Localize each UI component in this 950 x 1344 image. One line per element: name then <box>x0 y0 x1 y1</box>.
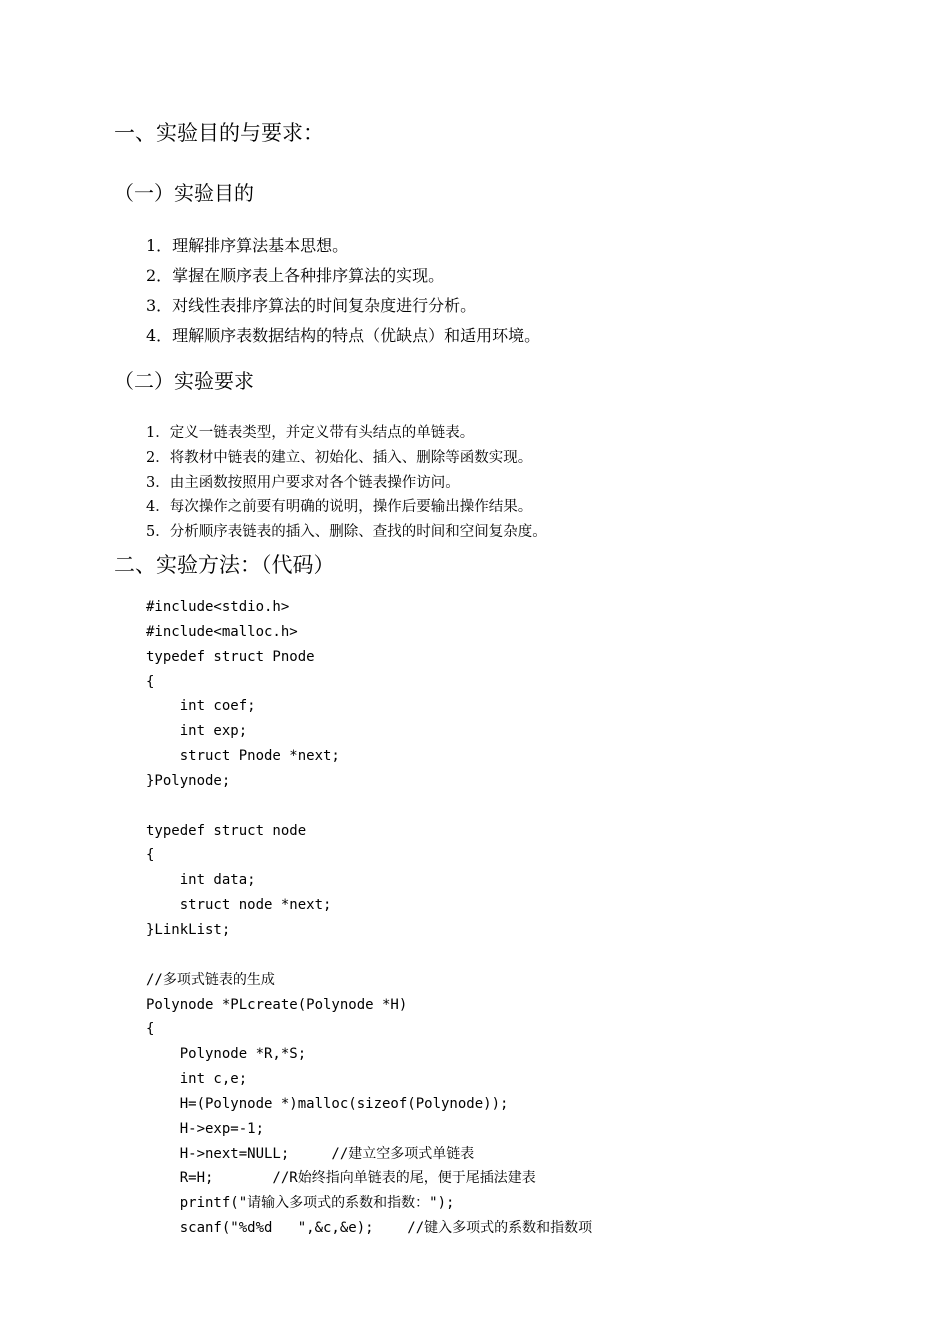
code-line: H->exp=-1; <box>146 1120 265 1137</box>
list-item: 3．对线性表排序算法的时间复杂度进行分析。 <box>146 296 477 315</box>
code-line: int exp; <box>146 723 248 740</box>
code-line: H->next=NULL; //建立空多项式单链表 <box>146 1145 475 1162</box>
code-line: R=H; //R始终指向单链表的尾，便于尾插法建表 <box>146 1170 536 1187</box>
list-item: 5．分析顺序表链表的插入、删除、查找的时间和空间复杂度。 <box>146 524 547 541</box>
purpose-heading: （一）实验目的 <box>114 181 254 205</box>
code-line: typedef struct Pnode <box>146 648 315 665</box>
code-line: printf("请输入多项式的系数和指数："); <box>146 1195 455 1212</box>
list-item: 3．由主函数按照用户要求对各个链表操作访问。 <box>146 474 460 491</box>
code-line: }LinkList; <box>146 921 231 938</box>
code-line: H=(Polynode *)malloc(sizeof(Polynode)); <box>146 1095 509 1112</box>
code-line <box>146 943 592 968</box>
code-line: int c,e; <box>146 1071 248 1088</box>
code-line: { <box>146 673 155 690</box>
code-line: #include<malloc.h> <box>146 623 298 640</box>
purpose-list <box>146 231 540 351</box>
code-line: #include<stdio.h> <box>146 599 290 615</box>
code-line: scanf("%d%d ",&c,&e); //键入多项式的系数和指数项 <box>146 1220 593 1237</box>
code-line: //多项式链表的生成 <box>146 971 275 988</box>
section-1-heading: 一、实验目的与要求： <box>114 121 324 145</box>
code-block <box>146 595 592 1241</box>
requirements-heading: （二）实验要求 <box>114 369 254 393</box>
code-line: typedef struct node <box>146 822 307 839</box>
code-line: Polynode *PLcreate(Polynode *H) <box>146 996 408 1013</box>
list-item: 4．理解顺序表数据结构的特点（优缺点）和适用环境。 <box>146 326 541 345</box>
code-line: { <box>146 1021 155 1038</box>
code-line <box>146 794 592 819</box>
code-line: struct node *next; <box>146 897 332 914</box>
list-item: 1．定义一链表类型，并定义带有头结点的单链表。 <box>146 425 475 441</box>
code-line: struct Pnode *next; <box>146 748 340 765</box>
section-2-heading: 二、实验方法：（代码） <box>114 553 335 577</box>
list-item: 1．理解排序算法基本思想。 <box>146 236 349 255</box>
list-item: 2．将教材中链表的建立、初始化、插入、删除等函数实现。 <box>146 449 533 466</box>
requirements-list <box>146 421 547 545</box>
code-line: int data; <box>146 872 256 889</box>
code-line: Polynode *R,*S; <box>146 1046 307 1063</box>
list-item: 4．每次操作之前要有明确的说明，操作后要输出操作结果。 <box>146 499 533 516</box>
code-line: { <box>146 847 155 864</box>
code-line: int coef; <box>146 698 256 715</box>
list-item: 2．掌握在顺序表上各种排序算法的实现。 <box>146 266 445 285</box>
code-line: }Polynode; <box>146 772 231 789</box>
